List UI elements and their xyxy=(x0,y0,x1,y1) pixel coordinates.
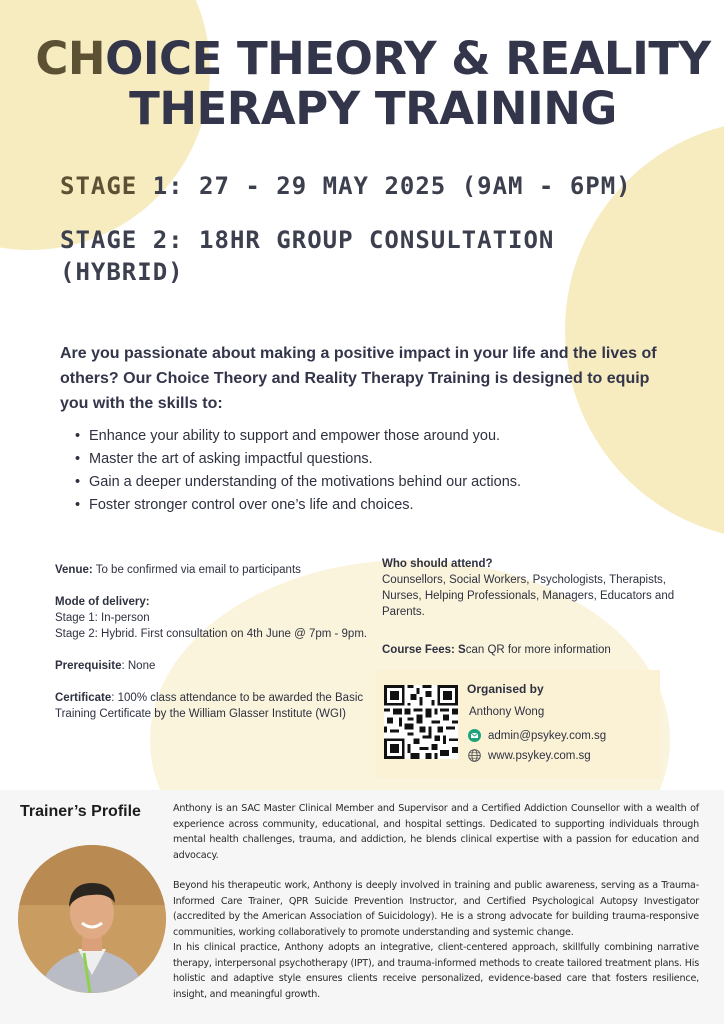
bio-paragraph: Beyond his therapeutic work, Anthony is deeply involved in training and public awareness, serving as a Trauma-Informed Care Trainer, QPR Suicide Prevention Instructor, and Certified Psychological Autopsy Investigator (accredited by the American Association of Suicidology). He is a strong advocate for building trauma-responsive communities, working collaboratively to promote understanding and systemic change. xyxy=(173,880,699,938)
title-accent: CH xyxy=(35,32,106,85)
stage1-text: 1: 27 - 29 MAY 2025 (9AM - 6PM) xyxy=(137,172,632,200)
page-title xyxy=(28,34,718,134)
title-line1: OICE THEORY & REALITY xyxy=(105,32,711,85)
email-contact[interactable] xyxy=(468,729,606,742)
globe-icon xyxy=(468,749,481,762)
bio-paragraph: Anthony is an SAC Master Clinical Member and Supervisor and a Certified Addiction Counsellor with a wealth of experience across community, educational, and hospital settings. Dedicated to supporting individuals through mental health challenges, trauma, and addiction, he blends clinical expertise with a passion for education and advocacy. xyxy=(173,803,699,861)
mode-stage2: Stage 2: Hybrid. First consultation on 4th June @ 7pm - 9pm. xyxy=(55,628,368,640)
course-fees xyxy=(382,642,682,658)
organiser-heading: Organised by xyxy=(467,682,544,696)
fees-value: can QR for more information xyxy=(465,644,611,656)
benefit-item: • Master the art of asking impactful questions. xyxy=(75,448,675,471)
prereq-info xyxy=(55,658,375,674)
website-contact[interactable] xyxy=(468,749,591,762)
stage2-heading: STAGE 2: 18HR GROUP CONSULTATION (HYBRID) xyxy=(60,226,555,286)
certificate-info xyxy=(55,690,375,722)
fees-label: Course Fees: S xyxy=(382,644,466,656)
trainer-heading: Trainer’s Profile xyxy=(20,803,141,820)
email-icon xyxy=(468,729,481,742)
benefit-item: • Gain a deeper understanding of the motivations behind our actions. xyxy=(75,471,675,494)
benefits-list xyxy=(75,425,675,517)
prereq-label: Prerequisite xyxy=(55,660,122,672)
intro-paragraph: Are you passionate about making a positive impact in your life and the lives of others? Our Choice Theory and Reality Therapy Training is designed to equip you with the skills to: xyxy=(60,345,657,412)
venue-info xyxy=(55,562,375,578)
audience-text: Counsellors, Social Workers, Psychologists, Therapists, Nurses, Helping Professionals, Managers, Educators and Parents. xyxy=(382,574,675,618)
bio-paragraph: In his clinical practice, Anthony adopts an integrative, client-centered approach, skillfully combining narrative therapy, interpersonal psychotherapy (IPT), and trauma-informed methods to create tailored treatment plans. His holistic and adaptive style ensures clients receive personalized, evidence-based care that fosters resilience, insight, and meaningful growth. xyxy=(173,942,699,1000)
trainer-photo xyxy=(18,845,166,993)
certificate-value: : 100% class attendance to be awarded the Basic Training Certificate by the William Glasser Institute (WGI) xyxy=(55,692,364,720)
course-details xyxy=(55,562,375,738)
title-line2: THERAPY TRAINING xyxy=(129,82,617,135)
venue-label: Venue: xyxy=(55,564,93,576)
website-url[interactable]: www.psykey.com.sg xyxy=(488,749,591,762)
prereq-value: : None xyxy=(121,660,156,672)
mode-info xyxy=(55,594,375,642)
mode-label: Mode of delivery: xyxy=(55,596,150,608)
email-address[interactable]: admin@psykey.com.sg xyxy=(488,729,607,742)
certificate-label: Certificate xyxy=(55,692,112,704)
trainer-bio xyxy=(173,801,699,1002)
venue-value: To be confirmed via email to participants xyxy=(92,564,301,576)
audience-info xyxy=(382,556,682,620)
benefit-item: • Enhance your ability to support and empower those around you. xyxy=(75,425,675,448)
stage1-accent: STAGE xyxy=(60,172,138,200)
benefit-item: • Foster stronger control over one’s life and choices. xyxy=(75,494,675,517)
organiser-name: Anthony Wong xyxy=(469,706,545,718)
mode-stage1: Stage 1: In-person xyxy=(55,612,150,624)
qr-code-icon[interactable] xyxy=(384,685,458,759)
stage1-heading xyxy=(60,170,632,202)
audience-heading: Who should attend? xyxy=(382,558,493,570)
